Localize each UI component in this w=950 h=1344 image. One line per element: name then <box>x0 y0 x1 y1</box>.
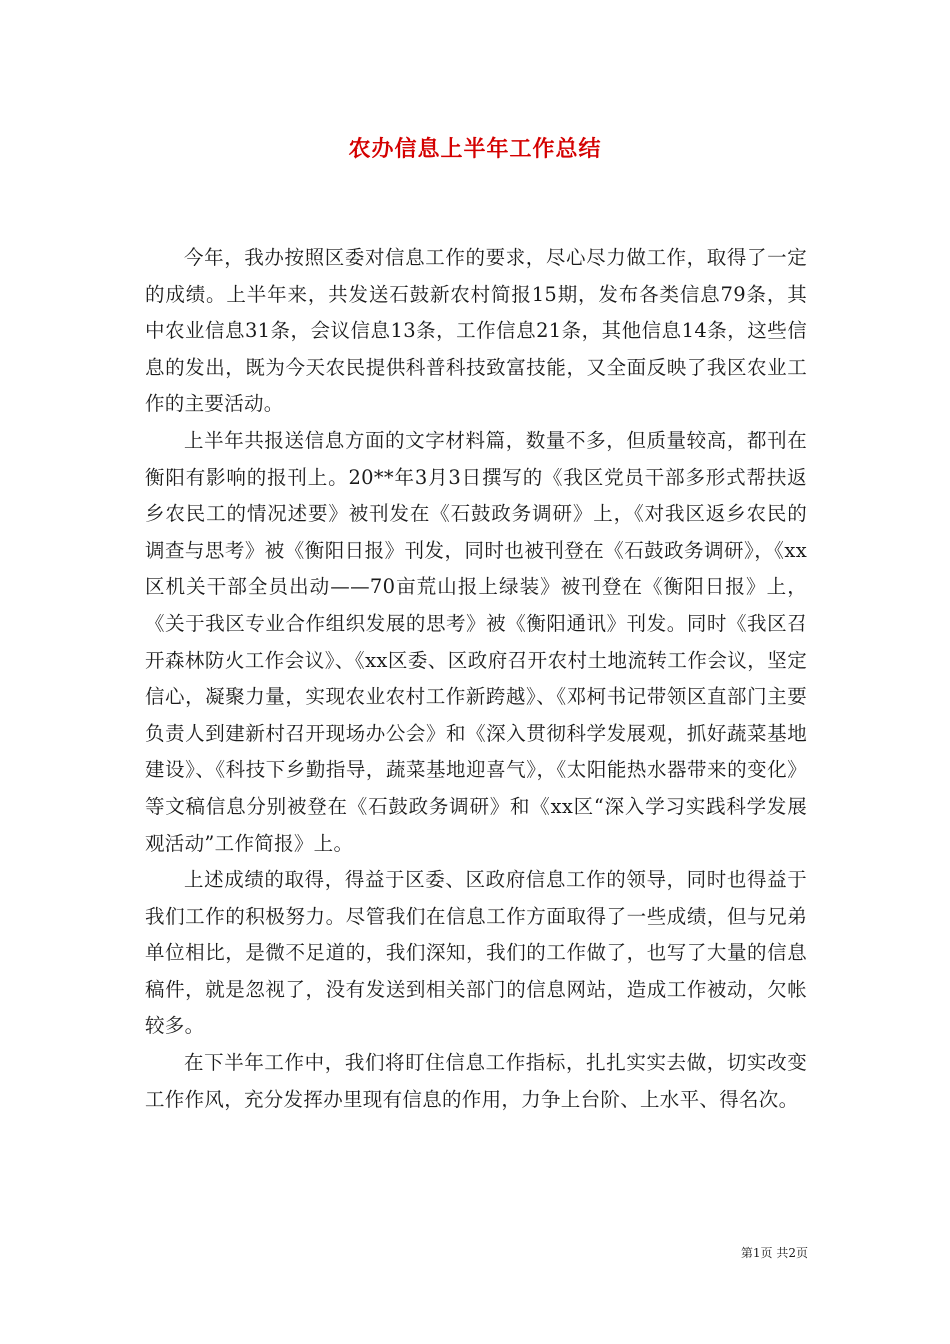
document-title: 农办信息上半年工作总结 <box>348 136 602 162</box>
document-body <box>145 240 807 1118</box>
paragraph-2: 上半年共报送信息方面的文字材料篇，数量不多，但质量较高，都刊在衡阳有影响的报刊上。20**年3月3日撰写的《我区党员干部多形式帮扶返乡农民工的情况述要》被刊发在《石鼓政务调研》上，《对我区返乡农民的调查与思考》被《衡阳日报》刊发，同时也被刊登在《石鼓政务调研》，《xx区机关干部全员出动——70亩荒山报上绿装》被刊登在《衡阳日报》上，《关于我区专业合作组织发展的思考》被《衡阳通讯》刊发。同时《我区召开森林防火工作会议》、《xx区委、区政府召开农村土地流转工作会议，坚定信心，凝聚力量，实现农业农村工作新跨越》、《邓柯书记带领区直部门主要负责人到建新村召开现场办公会》和《深入贯彻科学发展观，抓好蔬菜基地建设》、《科技下乡勤指导，蔬菜基地迎喜气》，《太阳能热水器带来的变化》等文稿信息分别被登在《石鼓政务调研》和《xx区“深入学习实践科学发展观活动”工作简报》上。 <box>145 428 807 855</box>
paragraph-3: 上述成绩的取得，得益于区委、区政府信息工作的领导，同时也得益于我们工作的积极努力。尽管我们在信息工作方面取得了一些成绩，但与兄弟单位相比，是微不足道的，我们深知，我们的工作做了，也写了大量的信息稿件，就是忽视了，没有发送到相关部门的信息网站，造成工作被动，欠帐较多。 <box>145 868 807 1038</box>
paragraph-1: 今年，我办按照区委对信息工作的要求，尽心尽力做工作，取得了一定的成绩。上半年来，共发送石鼓新农村简报15期，发布各类信息79条，其中农业信息31条，会议信息13条，工作信息21条，其他信息14条，这些信息的发出，既为今天农民提供科普科技致富技能，又全面反映了我区农业工作的主要活动。 <box>145 246 807 416</box>
page-number: 第1页 共2页 <box>740 1246 808 1260</box>
paragraph-4: 在下半年工作中，我们将盯住信息工作指标，扎扎实实去做，切实改变工作作风，充分发挥办里现有信息的作用，力争上台阶、上水平、得名次。 <box>145 1051 807 1111</box>
